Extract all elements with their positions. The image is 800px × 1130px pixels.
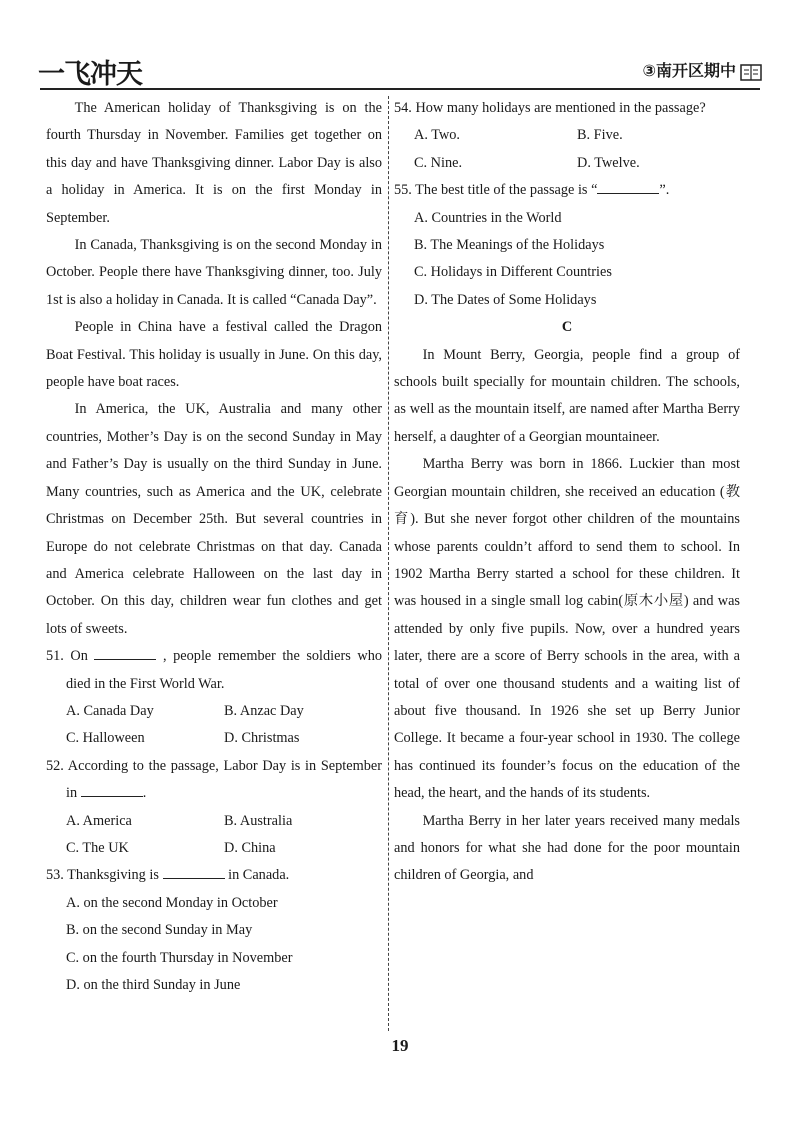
series-label: ③南开区期中 xyxy=(642,61,736,80)
answer-blank xyxy=(597,178,659,194)
column-divider xyxy=(388,96,389,1031)
option: C. The UK xyxy=(66,839,129,856)
answer-blank xyxy=(163,863,225,879)
logo-text: 一飞冲天 xyxy=(38,59,142,90)
question-51: 51. On , people remember the soldiers who died in the First World War. xyxy=(46,643,382,698)
question-53: 53. Thanksgiving is in Canada. xyxy=(46,862,382,889)
option: C. Nine. xyxy=(414,154,463,171)
option: B. The Meanings of the Holidays xyxy=(414,237,605,254)
option: A. Canada Day xyxy=(66,702,154,719)
option: A. on the second Monday in October xyxy=(66,894,278,911)
book-icon xyxy=(740,62,762,82)
question-54-options xyxy=(394,150,740,177)
option: B. on the second Sunday in May xyxy=(66,922,253,939)
option: B. Five. xyxy=(577,127,623,144)
option: C. Holidays in Different Countries xyxy=(414,264,612,281)
option: D. on the third Sunday in June xyxy=(66,977,241,993)
question-54: 54. How many holidays are mentioned in the passage? xyxy=(394,100,706,116)
header-rule xyxy=(40,88,760,90)
question-54-options xyxy=(394,122,740,149)
passage-paragraph: In America, the UK, Australia and many other countries, Mother’s Day is on the second Sunday in May and Father’s Day is usually on the third Sunday in June. Many countries, such as America and the UK, celebrate Christmas on December 25th. But several countries in Europe do not celebrate Christmas on that day. Canada and America celebrate Halloween on the last day in October. On this day, children wear fun clothes and get lots of sweets. xyxy=(46,401,382,637)
option: A. America xyxy=(66,812,132,829)
question-52-options xyxy=(46,835,382,862)
option: A. Two. xyxy=(414,127,460,144)
option: C. Halloween xyxy=(66,730,145,747)
passage-paragraph: In Mount Berry, Georgia, people find a group of schools built specially for mountain children. The schools, as well as the mountain itself, are named after Martha Berry herself, a daughter of a Georgian mountaineer. xyxy=(394,346,740,445)
page-header xyxy=(0,0,800,92)
option: D. Christmas xyxy=(224,730,300,747)
option: C. on the fourth Thursday in November xyxy=(66,949,293,966)
option: B. Australia xyxy=(224,812,293,829)
passage-paragraph: The American holiday of Thanksgiving is on the fourth Thursday in November. Families get together on this day and have Thanksgiving dinner. Labor Day is also a holiday in America. It is on the first Monday in September. xyxy=(46,100,382,226)
option: B. Anzac Day xyxy=(224,702,304,719)
question-52: 52. According to the passage, Labor Day is in September in . xyxy=(46,757,382,802)
page-number: 19 xyxy=(391,1036,409,1055)
question-52-options xyxy=(46,808,382,835)
right-column xyxy=(394,95,740,1040)
passage-paragraph: People in China have a festival called the Dragon Boat Festival. This holiday is usually in June. On this day, people have boat races. xyxy=(46,319,382,391)
passage-paragraph: Martha Berry in her later years received many medals and honors for what she had done for the poor mountain children of Georgia, and xyxy=(394,812,740,884)
section-heading: C xyxy=(561,319,573,336)
answer-blank xyxy=(81,781,143,797)
option: D. China xyxy=(224,839,276,856)
option: D. The Dates of Some Holidays xyxy=(414,291,597,308)
question-51-options xyxy=(46,725,382,752)
answer-blank xyxy=(94,644,156,660)
passage-paragraph: In Canada, Thanksgiving is on the second Monday in October. People there have Thanksgiving dinner, too. July 1st is also a holiday in Canada. It is called “Canada Day”. xyxy=(46,237,382,308)
left-column xyxy=(46,95,382,1040)
passage-paragraph: Martha Berry was born in 1866. Luckier than most Georgian mountain children, she received an education (教育). But she never forgot other children of the mountains whose parents couldn’t afford to send them to school. In 1902 Martha Berry started a school for these children. It was housed in a single small log cabin(原木小屋) and was attended by only five pupils. Now, over a hundred years later, there are a score of Berry schools in the area, with a total of over one thousand students and a waiting list of about five thousand. In 1926 she set up Berry Junior College. It became a four-year school in 1930. The college has continued its founder’s focus on the education of the head, the heart, and the hands of its students. xyxy=(394,456,740,802)
option: A. Countries in the World xyxy=(414,209,562,226)
option: D. Twelve. xyxy=(577,154,640,171)
question-51-options xyxy=(46,698,382,725)
question-55: 55. The best title of the passage is “ ”. xyxy=(394,177,740,204)
